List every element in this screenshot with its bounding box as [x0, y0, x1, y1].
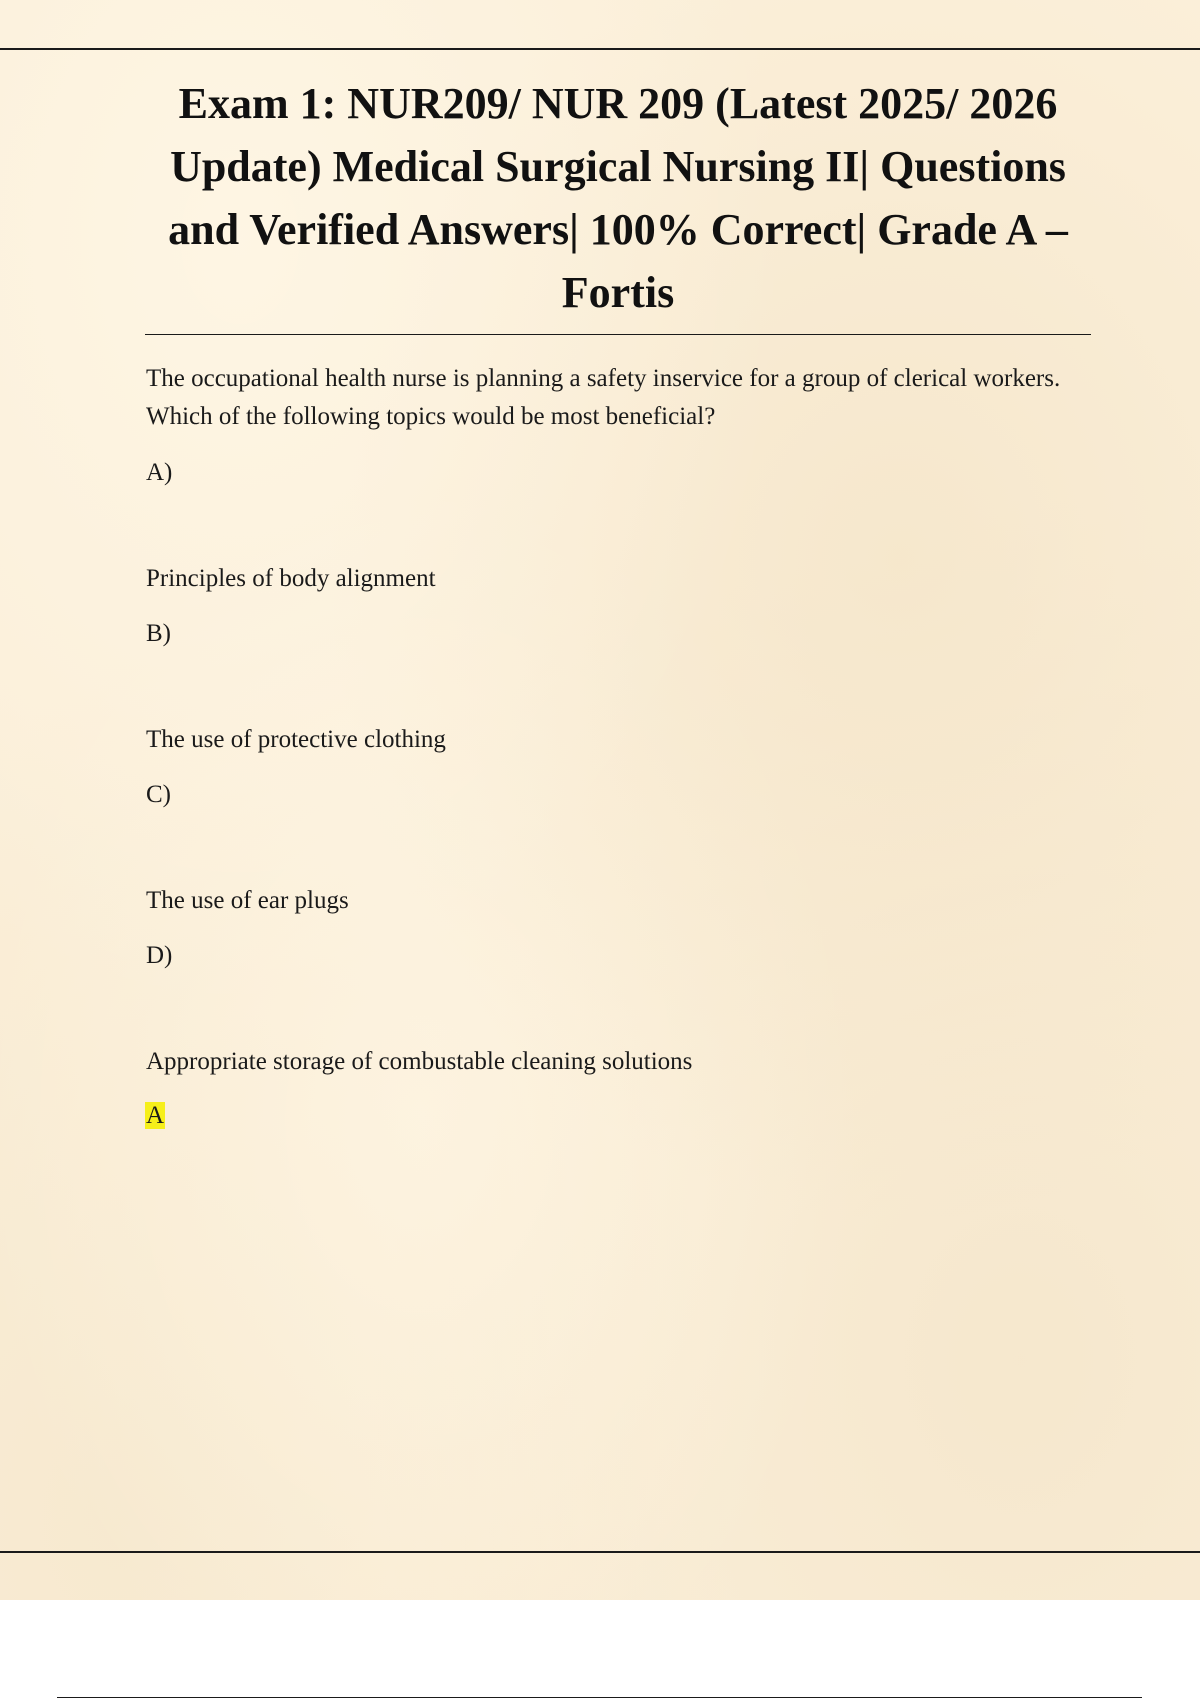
option-d-letter: D) [146, 942, 173, 969]
title-divider [145, 334, 1091, 335]
option-c-text: The use of ear plugs [146, 887, 349, 914]
option-d-text: Appropriate storage of combustable cleaning solutions [146, 1048, 693, 1075]
bottom-divider [0, 1551, 1200, 1553]
option-c-letter: C) [146, 781, 171, 808]
option-a-text: Principles of body alignment [146, 565, 436, 592]
document-title: Exam 1: NUR209/ NUR 209 (Latest 2025/ 2026 Update) Medical Surgical Nursing II| Questions and Verified Answers| 100% Correct| Grade A – Fortis [168, 79, 1068, 317]
answer-highlight: A [146, 1102, 165, 1129]
answer-key [145, 1101, 165, 1131]
question-block [146, 360, 1086, 436]
option-b-text: The use of protective clothing [146, 726, 446, 753]
option-b-letter: B) [146, 620, 171, 647]
top-divider [0, 48, 1200, 50]
question-text: The occupational health nurse is planning a safety inservice for a group of clerical workers. Which of the following topics would be most beneficial? [146, 365, 1061, 430]
option-a-letter: A) [146, 459, 173, 486]
footer-divider [57, 1697, 1142, 1698]
